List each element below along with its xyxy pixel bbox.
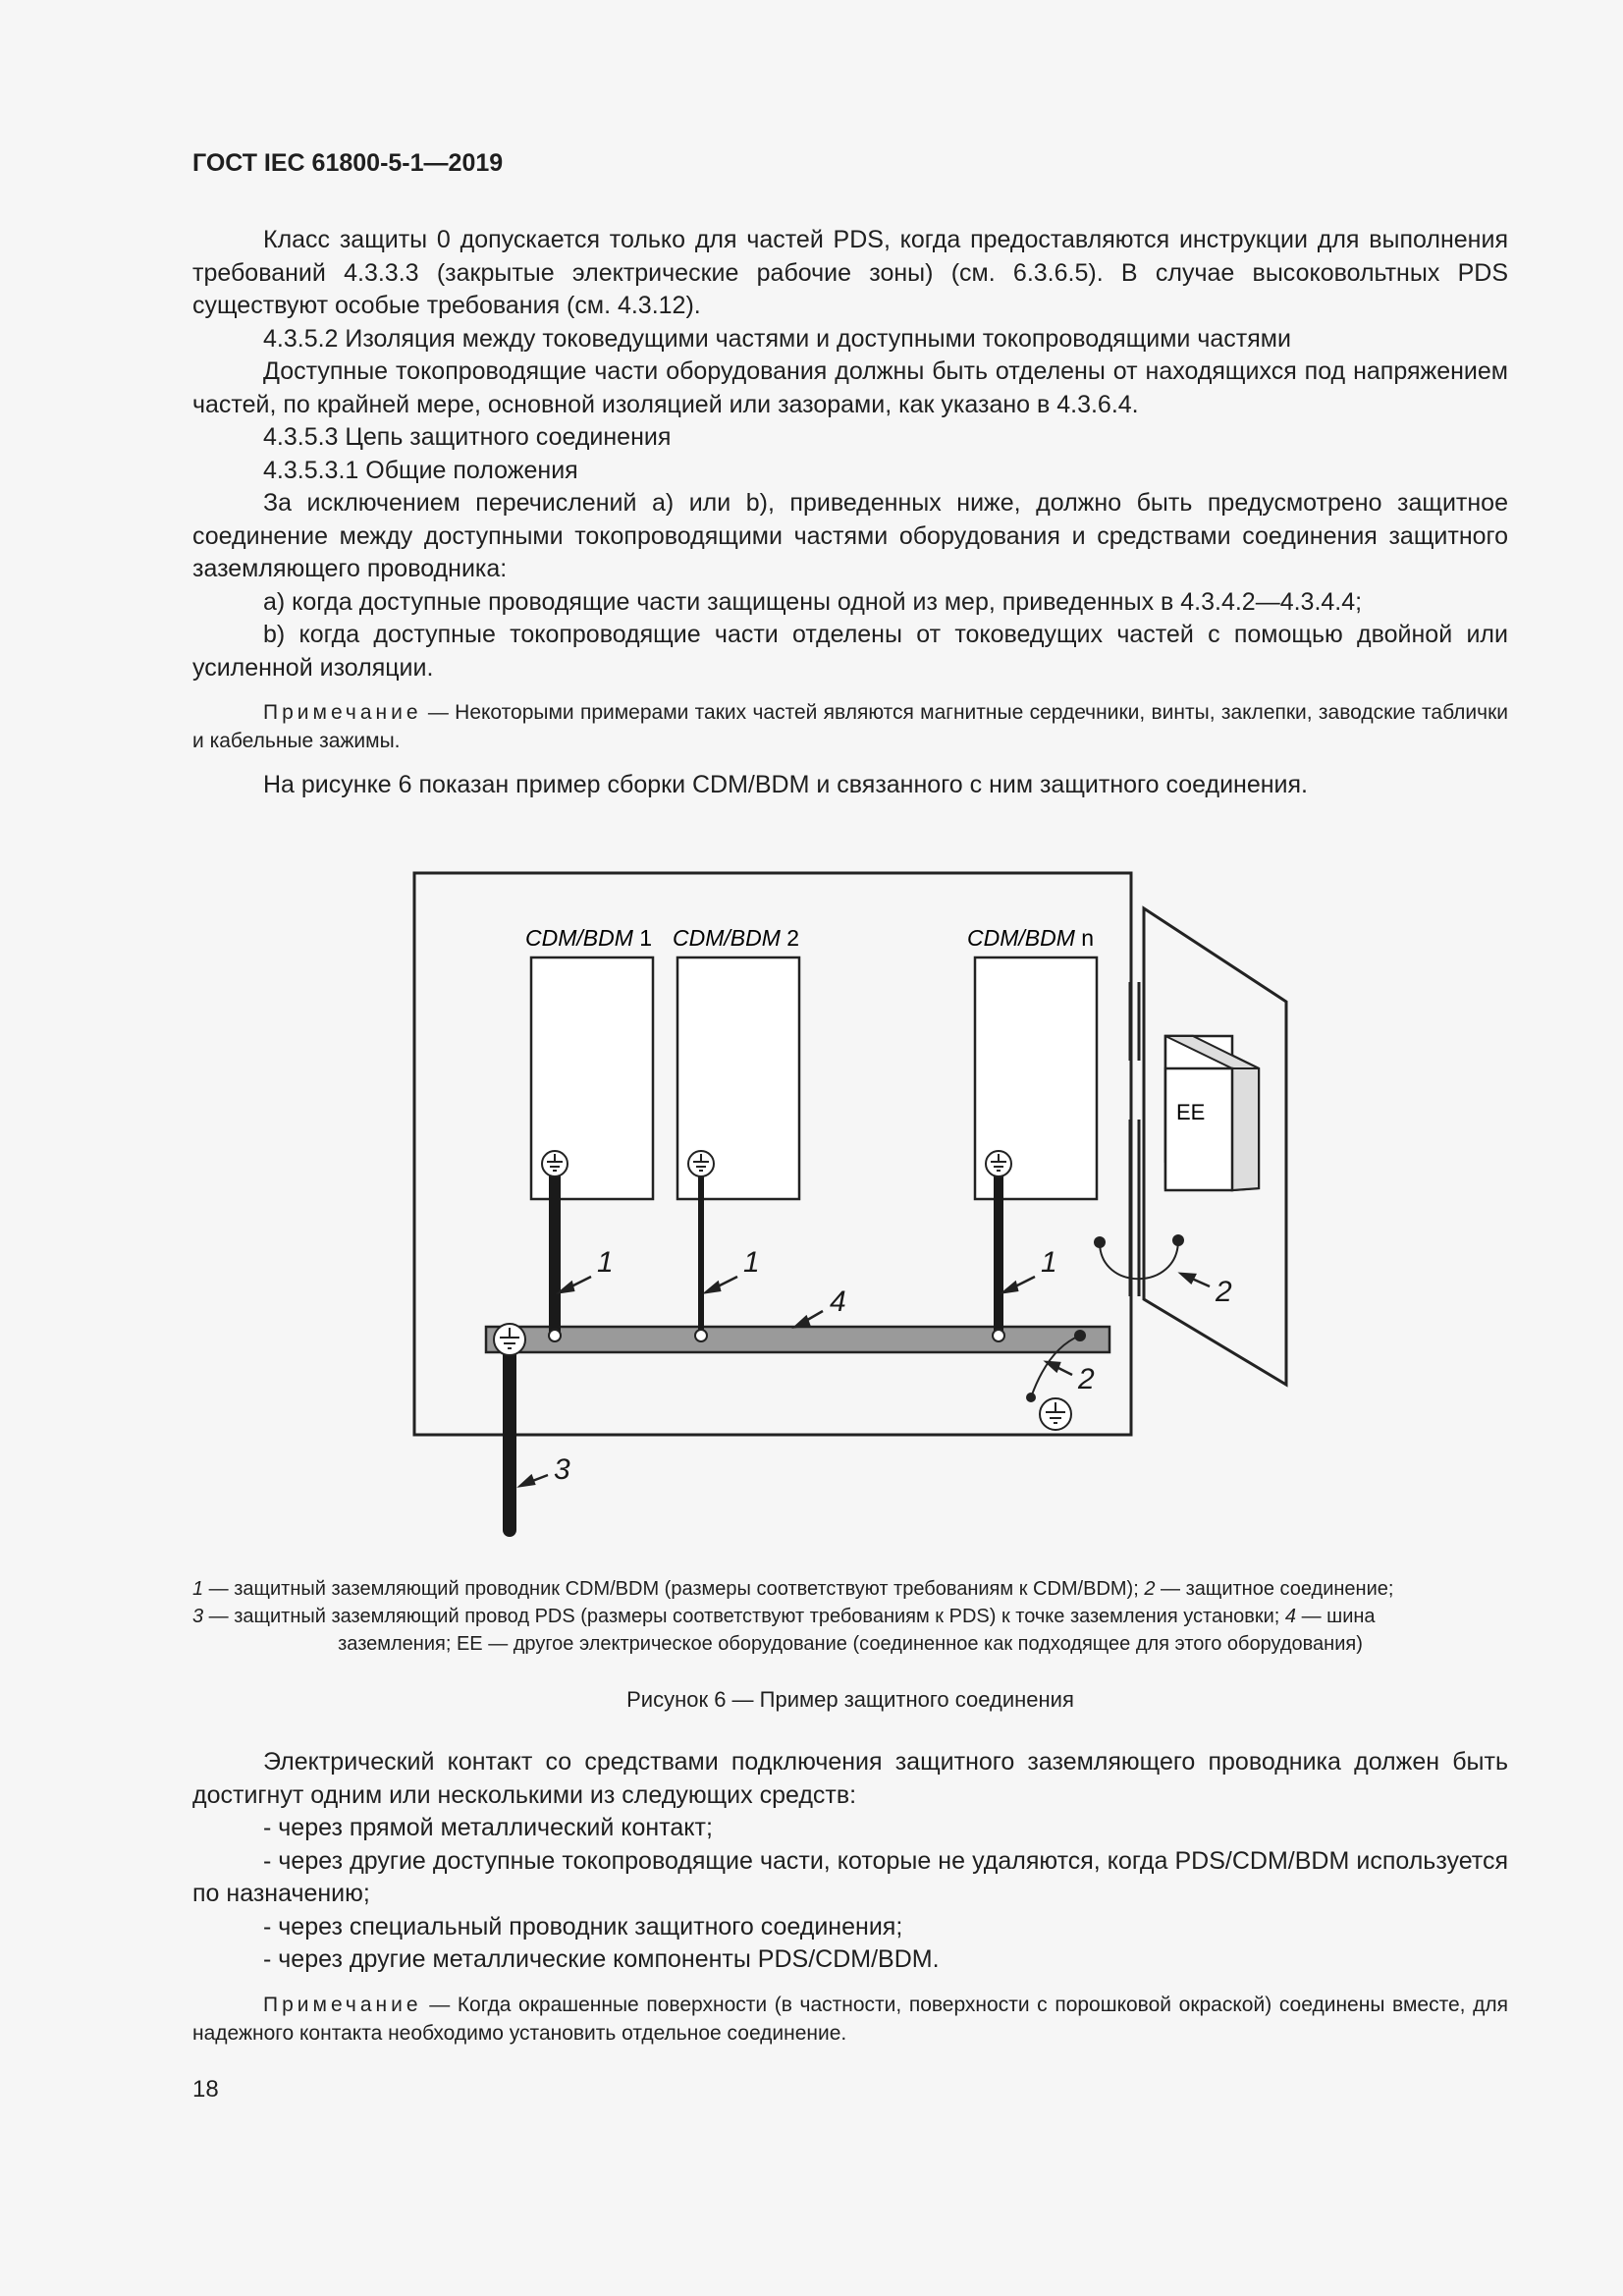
grounding-bus-bar [486, 1327, 1109, 1352]
callout-2: 2 [1216, 1276, 1232, 1308]
text-block-top [192, 224, 1508, 802]
bonding-terminal [1026, 1393, 1036, 1402]
module-name: CDM/BDM [525, 925, 633, 951]
legend-number: 3 [192, 1606, 204, 1627]
legend-number: 4 [1284, 1606, 1297, 1627]
legend-text: — защитный заземляющий проводник CDM/BDM (размеры соответствуют требованиям к CDM/BDM); [203, 1578, 1145, 1600]
bus-terminal [695, 1330, 707, 1341]
note-text: — Когда окрашенные поверхности (в частности, поверхности с порошковой окраской) соединены вместе, для надежного контакта необходимо установить отдельное соединение. [192, 1993, 1508, 2045]
callout-3: 3 [554, 1453, 570, 1486]
bus-terminal [993, 1330, 1004, 1341]
callout-4: 4 [830, 1285, 846, 1318]
module-label-n [967, 925, 1094, 951]
legend-number: 2 [1144, 1578, 1156, 1600]
earth-icon [494, 1324, 525, 1355]
section-heading: 4.3.5.3 Цепь защитного соединения [263, 423, 672, 451]
module-name: CDM/BDM [673, 925, 781, 951]
callout-arrows [520, 1274, 1210, 1486]
legend-text: — защитный заземляющий провод PDS (размеры соответствуют требованиям к PDS) к точке заземления установки; [203, 1606, 1285, 1627]
earth-icon [542, 1151, 568, 1176]
list-item: - через другие металлические компоненты PDS/CDM/BDM. [263, 1945, 940, 1973]
list-item: - через прямой металлический контакт; [263, 1814, 713, 1841]
text-block-bottom [192, 1746, 1508, 2048]
legend-text: — шина [1296, 1606, 1376, 1627]
legend-text: — защитное соединение; [1155, 1578, 1394, 1600]
bonding-terminal [1172, 1234, 1184, 1246]
paragraph: Доступные токопроводящие части оборудования должны быть отделены от находящихся под напряжением частей, по крайней мере, основной изоляцией или зазорами, как указано в 4.3.6.4. [192, 357, 1508, 418]
list-item: - через другие доступные токопроводящие части, которые не удаляются, когда PDS/CDM/BDM используется по назначению; [192, 1846, 1508, 1907]
list-item: b) когда доступные токопроводящие части отделены от токоведущих частей с помощью двойной или усиленной изоляции. [192, 621, 1508, 682]
legend-number: 1 [192, 1578, 204, 1600]
document-header: ГОСТ IEC 61800-5-1—2019 [192, 149, 504, 177]
note-label: Примечание [263, 1993, 422, 2016]
figure-6-diagram [412, 854, 1296, 1561]
paragraph: За исключением перечислений а) или b), приведенных ниже, должно быть предусмотрено защитное соединение между доступными токопроводящими частями оборудования и средствами соединения защитного заземляющего проводника: [192, 489, 1508, 582]
arrow-head [1047, 1362, 1059, 1371]
arrow-head [1003, 1283, 1017, 1292]
page-number: 18 [192, 2076, 219, 2103]
earth-icon [1040, 1398, 1071, 1430]
note [192, 1991, 1508, 2048]
paragraph: Электрический контакт со средствами подключения защитного заземляющего проводника должен быть достигнут одним или несколькими из следующих средств: [192, 1748, 1508, 1809]
legend-line [192, 1603, 1508, 1630]
ee-box-face [1165, 1068, 1232, 1190]
ee-label: EE [1176, 1100, 1206, 1124]
arrow-head [560, 1283, 573, 1292]
module-name: CDM/BDM [967, 925, 1075, 951]
arrow-head [706, 1283, 720, 1292]
note-text: — Некоторыми примерами таких частей являются магнитные сердечники, винты, заклепки, заводские таблички и кабельные зажимы. [192, 701, 1508, 752]
note-label: Примечание [263, 701, 422, 724]
list-item: а) когда доступные проводящие части защищены одной из мер, приведенных в 4.3.4.2—4.3.4.4; [263, 587, 1363, 616]
callout-1: 1 [1041, 1246, 1057, 1279]
section-heading: 4.3.5.2 Изоляция между токоведущими частями и доступными токопроводящими частями [263, 324, 1291, 353]
callout-1: 1 [597, 1246, 614, 1279]
figure-intro: На рисунке 6 показан пример сборки CDM/BDM и связанного с ним защитного соединения. [263, 771, 1309, 798]
bonding-terminal [1094, 1236, 1106, 1248]
arrow-head [795, 1317, 809, 1327]
earth-icon [986, 1151, 1011, 1176]
note [192, 698, 1508, 755]
module-label-1 [525, 925, 652, 951]
ee-box-side [1232, 1068, 1259, 1190]
figure-legend [192, 1575, 1508, 1658]
figure-caption: Рисунок 6 — Пример защитного соединения [626, 1687, 1074, 1712]
arrow-head [1181, 1274, 1195, 1283]
module-index: 1 [632, 925, 653, 951]
module-label-2 [673, 925, 799, 951]
legend-line [192, 1575, 1508, 1603]
arrow-head [520, 1476, 534, 1486]
bus-terminal [549, 1330, 561, 1341]
paragraph: Класс защиты 0 допускается только для частей PDS, когда предоставляются инструкции для выполнения требований 4.3.3.3 (закрытые электрические рабочие зоны) (см. 6.3.6.5). В случае высоковольтных PDS существуют особые требования (см. 4.3.12). [192, 226, 1508, 319]
list-item: - через специальный проводник защитного соединения; [263, 1912, 903, 1941]
legend-line: заземления; EE — другое электрическое оборудование (соединенное как подходящее для этого оборудования) [338, 1633, 1363, 1655]
section-heading: 4.3.5.3.1 Общие положения [263, 456, 578, 484]
earth-icon [688, 1151, 714, 1176]
module-index: n [1074, 925, 1095, 951]
module-index: 2 [780, 925, 800, 951]
callout-2: 2 [1078, 1363, 1095, 1395]
callout-1: 1 [743, 1246, 760, 1279]
